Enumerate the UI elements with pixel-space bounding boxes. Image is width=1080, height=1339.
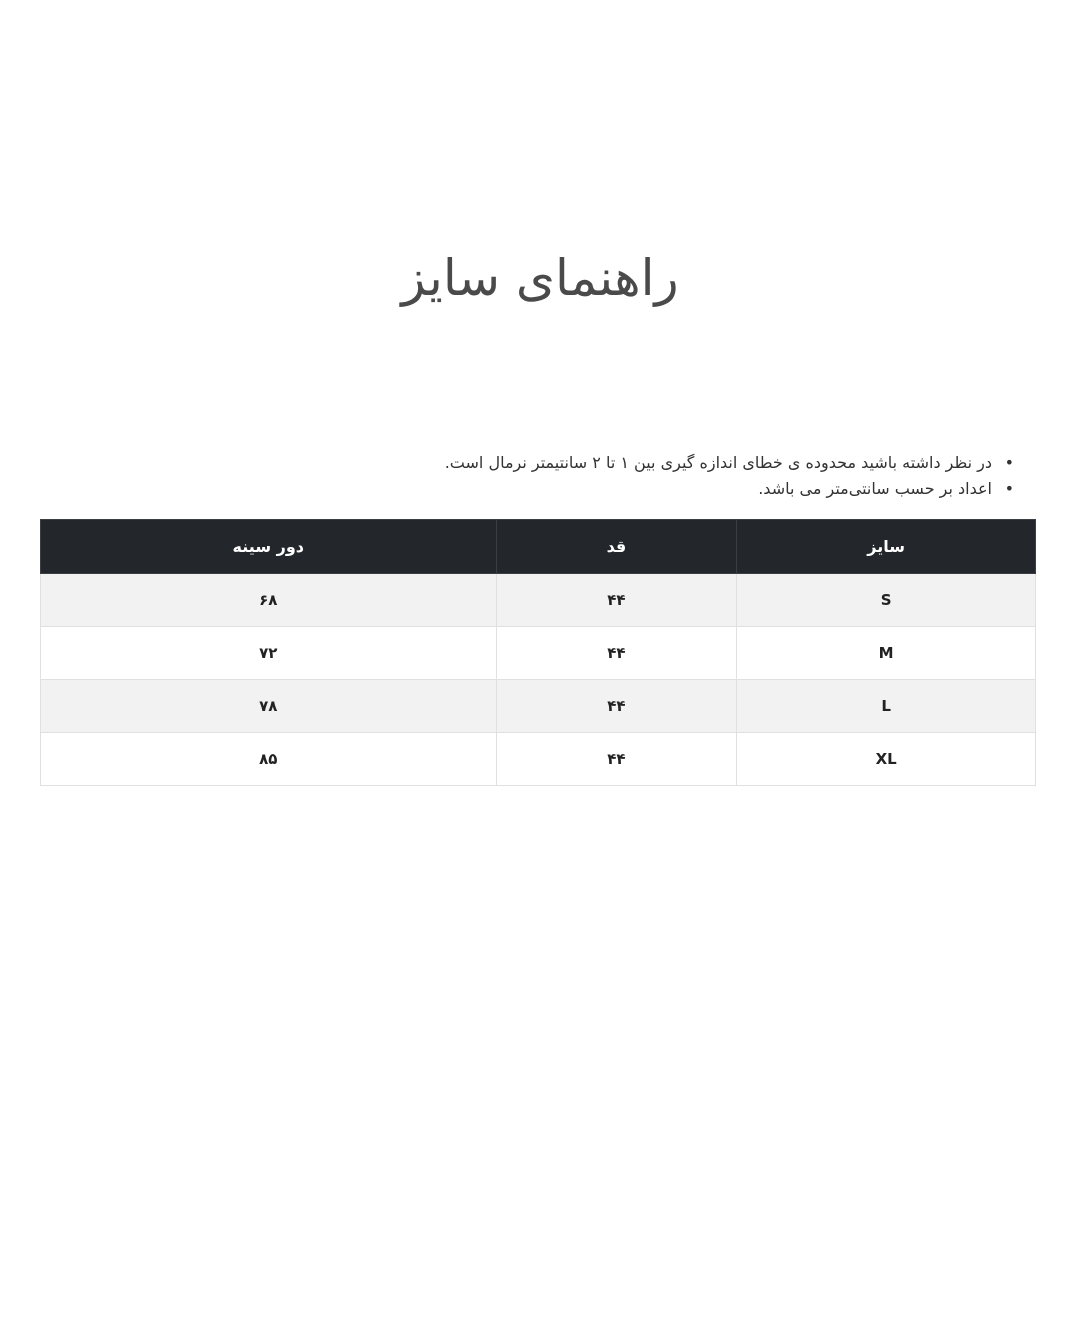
cell-chest: ۸۵ xyxy=(41,733,497,786)
cell-size: S xyxy=(737,574,1036,627)
cell-size: L xyxy=(737,680,1036,733)
note-item xyxy=(444,450,1014,476)
bullet-icon: • xyxy=(1004,453,1014,472)
note-text: اعداد بر حسب سانتی‌متر می باشد. xyxy=(758,479,992,498)
table-row xyxy=(41,627,1036,680)
header-height: قد xyxy=(496,520,737,574)
note-item xyxy=(445,476,1014,502)
table-header-row xyxy=(41,520,1036,574)
table-row xyxy=(41,574,1036,627)
header-chest: دور سینه xyxy=(41,520,497,574)
cell-height: ۴۴ xyxy=(496,574,737,627)
cell-chest: ۷۲ xyxy=(41,627,497,680)
table-row xyxy=(41,733,1036,786)
size-guide-table xyxy=(40,519,1036,786)
header-size: سایز xyxy=(737,520,1036,574)
cell-chest: ۷۸ xyxy=(41,680,497,733)
cell-size: M xyxy=(737,627,1036,680)
cell-chest: ۶۸ xyxy=(41,574,497,627)
notes-list xyxy=(444,450,1014,502)
page-title: راهنمای سایز xyxy=(401,249,679,307)
table-row xyxy=(41,680,1036,733)
cell-height: ۴۴ xyxy=(496,733,737,786)
cell-size: XL xyxy=(737,733,1036,786)
note-text: در نظر داشته باشید محدوده ی خطای اندازه گیری بین ۱ تا ۲ سانتیمتر نرمال است. xyxy=(444,453,992,472)
cell-height: ۴۴ xyxy=(496,627,737,680)
bullet-icon: • xyxy=(1004,479,1014,498)
cell-height: ۴۴ xyxy=(496,680,737,733)
